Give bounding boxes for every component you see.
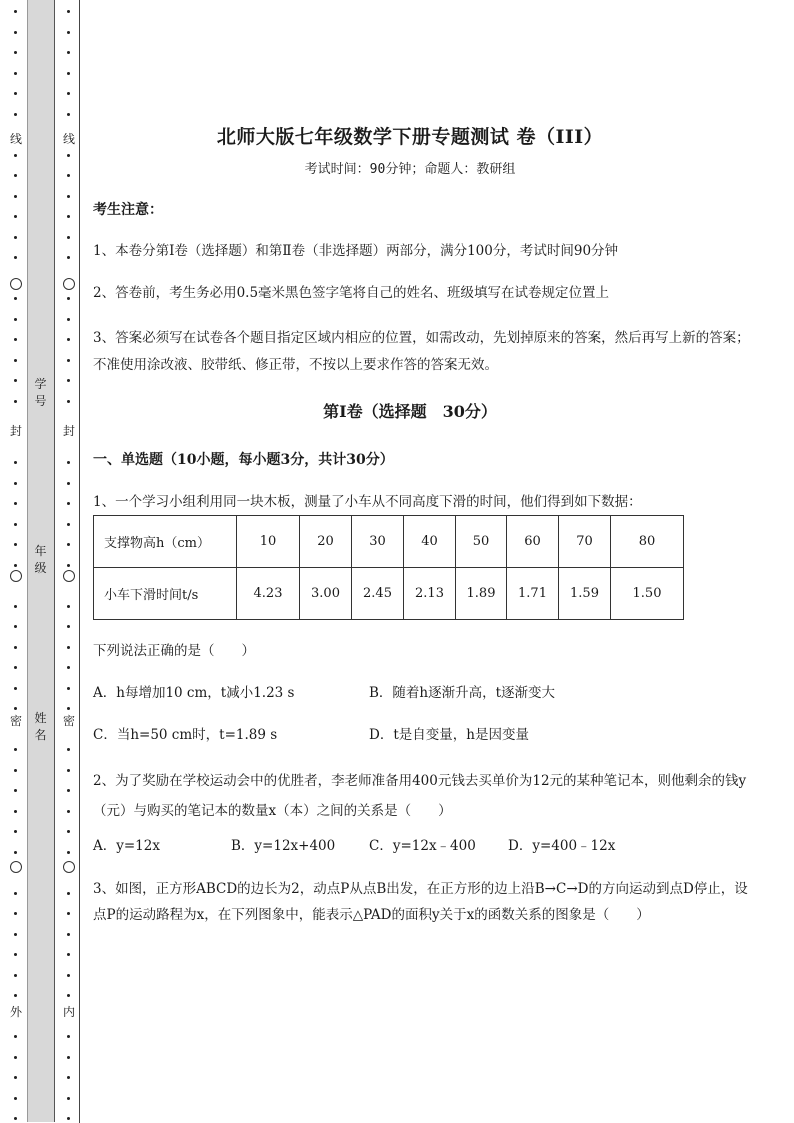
seal-dot: [67, 543, 70, 546]
option-a[interactable]: A．h每增加10 cm，t减小1.23 s: [93, 685, 295, 701]
seal-circle: [10, 861, 22, 873]
option-b[interactable]: B．随着h逐渐升高，t逐渐变大: [369, 685, 556, 701]
notes-heading: 考生注意：: [93, 202, 163, 218]
seal-dot: [67, 51, 70, 54]
seal-circle: [63, 861, 75, 873]
seal-dot: [67, 92, 70, 95]
seal-dot: [67, 666, 70, 669]
seal-dot: [14, 830, 17, 833]
seal-dot: [14, 31, 17, 34]
seal-dot: [14, 810, 17, 813]
seal-dot: [67, 1097, 70, 1100]
seal-dot: [67, 851, 70, 854]
seal-dot: [14, 666, 17, 669]
seal-char-feng-left: 封: [9, 424, 22, 438]
table-cell: 1.59: [559, 568, 611, 620]
question-1-ask: 下列说法正确的是（ ）: [93, 643, 255, 659]
seal-dot: [67, 564, 70, 567]
seal-dot: [14, 953, 17, 956]
seal-dot: [67, 830, 70, 833]
seal-dot: [14, 523, 17, 526]
seal-dot: [67, 769, 70, 772]
seal-dot: [14, 687, 17, 690]
table-cell: 50: [456, 516, 507, 568]
exam-title: 北师大版七年级数学下册专题测试 卷（III）: [216, 126, 604, 148]
binding-margin: [0, 0, 82, 1123]
seal-dot: [14, 1097, 17, 1100]
seal-dot: [14, 51, 17, 54]
seal-dot: [67, 379, 70, 382]
right-dotted-seal-line: [61, 0, 77, 1123]
seal-dot: [67, 625, 70, 628]
seal-dot: [14, 994, 17, 997]
exam-subtitle: 考试时间：90分钟；命题人：教研组: [304, 162, 516, 177]
seal-dot: [14, 113, 17, 116]
note-item: 2、答卷前，考生务必用0.5毫米黑色签字笔将自己的姓名、班级填写在试卷规定位置上: [93, 285, 610, 301]
seal-dot: [14, 10, 17, 13]
seal-circle: [63, 278, 75, 290]
seal-dot: [14, 1035, 17, 1038]
seal-dot: [14, 912, 17, 915]
student-id-label: [28, 376, 53, 410]
seal-dot: [67, 338, 70, 341]
seal-dot: [14, 256, 17, 259]
table-cell: 2.45: [352, 568, 404, 620]
seal-dot: [14, 72, 17, 75]
seal-dot: [14, 92, 17, 95]
seal-dot: [67, 31, 70, 34]
seal-dot: [67, 154, 70, 157]
seal-dot: [14, 543, 17, 546]
note-item: 3、答案必须写在试卷各个题目指定区域内相应的位置，如需改动，先划掉原来的答案，然后再写上新的答案；不准使用涂改液、胶带纸、修正带，不按以上要求作答的答案无效。: [93, 330, 750, 373]
table-cell: 1.89: [456, 568, 507, 620]
table-row: [94, 568, 684, 620]
seal-dot: [67, 297, 70, 300]
seal-dot: [14, 1117, 17, 1120]
seal-dot: [67, 1035, 70, 1038]
seal-dot: [67, 113, 70, 116]
option-c[interactable]: C．y=12x﹣400: [369, 838, 476, 854]
seal-dot: [67, 195, 70, 198]
seal-dot: [67, 748, 70, 751]
seal-dot: [67, 646, 70, 649]
seal-dot: [67, 523, 70, 526]
seal-dot: [14, 359, 17, 362]
seal-dot: [14, 933, 17, 936]
seal-dot: [67, 215, 70, 218]
question-1-stem: 1、一个学习小组利用同一块木板，测量了小车从不同高度下滑的时间，他们得到如下数据：: [93, 494, 642, 510]
question-3-stem: 3、如图，正方形ABCD的边长为2，动点P从点B出发，在正方形的边上沿B→C→D的方向运动到点D停止，设点P的运动路程为x，在下列图象中，能表示△PAD的面积y关于x的函数关系的图象是（ ）: [93, 881, 748, 923]
option-a[interactable]: A．y=12x: [93, 838, 160, 854]
seal-dot: [14, 564, 17, 567]
seal-dot: [67, 789, 70, 792]
seal-dot: [67, 256, 70, 259]
seal-dot: [14, 379, 17, 382]
seal-char-mi-left: 密: [9, 714, 22, 728]
seal-dot: [67, 707, 70, 710]
binding-line: [79, 0, 80, 1123]
seal-dot: [67, 461, 70, 464]
seal-dot: [14, 154, 17, 157]
table-row-header: 小车下滑时间t/s: [94, 568, 237, 620]
student-id-text: 学号: [34, 377, 47, 408]
option-d[interactable]: D．t是自变量，h是因变量: [369, 727, 529, 743]
section-title: 第Ⅰ卷（选择题 30分）: [323, 402, 497, 421]
table-cell: 40: [404, 516, 456, 568]
table-row: [94, 516, 684, 568]
seal-dot: [67, 174, 70, 177]
seal-dot: [14, 748, 17, 751]
seal-dot: [14, 605, 17, 608]
option-c[interactable]: C．当h=50 cm时，t=1.89 s: [93, 727, 278, 743]
name-text: 姓名: [34, 711, 47, 742]
seal-dot: [67, 502, 70, 505]
seal-dot: [67, 953, 70, 956]
table-cell: 1.50: [611, 568, 684, 620]
table-cell: 3.00: [300, 568, 352, 620]
seal-char-xian-left: 线: [9, 132, 22, 146]
table-row-header: 支撑物高h（cm）: [94, 516, 237, 568]
seal-dot: [67, 933, 70, 936]
seal-char-feng-right: 封: [62, 424, 75, 438]
seal-dot: [67, 687, 70, 690]
seal-dot: [67, 892, 70, 895]
seal-dot: [14, 174, 17, 177]
seal-dot: [67, 912, 70, 915]
seal-dot: [67, 72, 70, 75]
seal-dot: [14, 195, 17, 198]
seal-dot: [14, 625, 17, 628]
grade-label: [28, 543, 53, 577]
seal-char-wai: 外: [9, 1005, 22, 1019]
seal-dot: [67, 974, 70, 977]
seal-dot: [14, 1076, 17, 1079]
table-cell: 20: [300, 516, 352, 568]
seal-dot: [67, 1076, 70, 1079]
seal-dot: [67, 359, 70, 362]
data-table: [93, 515, 684, 620]
seal-dot: [14, 400, 17, 403]
option-d[interactable]: D．y=400﹣12x: [508, 838, 616, 854]
seal-dot: [14, 236, 17, 239]
seal-dot: [14, 502, 17, 505]
seal-dot: [67, 318, 70, 321]
seal-dot: [14, 789, 17, 792]
seal-dot: [67, 1117, 70, 1120]
note-item: 1、本卷分第Ⅰ卷（选择题）和第Ⅱ卷（非选择题）两部分，满分100分，考试时间90分钟: [93, 243, 619, 259]
seal-dot: [14, 707, 17, 710]
seal-dot: [67, 236, 70, 239]
seal-dot: [67, 400, 70, 403]
seal-char-nei: 内: [62, 1005, 75, 1019]
seal-dot: [14, 297, 17, 300]
grade-text: 年级: [34, 544, 47, 575]
seal-circle: [63, 570, 75, 582]
seal-dot: [14, 338, 17, 341]
seal-dot: [67, 994, 70, 997]
table-cell: 2.13: [404, 568, 456, 620]
table-cell: 80: [611, 516, 684, 568]
table-cell: 4.23: [237, 568, 300, 620]
seal-dot: [14, 215, 17, 218]
left-dotted-seal-line: [8, 0, 24, 1123]
seal-dot: [14, 318, 17, 321]
seal-dot: [14, 769, 17, 772]
table-cell: 70: [559, 516, 611, 568]
seal-dot: [67, 10, 70, 13]
seal-dot: [67, 482, 70, 485]
seal-dot: [14, 892, 17, 895]
seal-circle: [10, 278, 22, 290]
seal-circle: [10, 570, 22, 582]
seal-dot: [14, 1056, 17, 1059]
seal-dot: [14, 974, 17, 977]
option-b[interactable]: B．y=12x+400: [231, 838, 336, 854]
seal-char-xian-right: 线: [62, 132, 75, 146]
seal-dot: [67, 605, 70, 608]
name-label: [28, 710, 53, 744]
table-cell: 30: [352, 516, 404, 568]
seal-dot: [14, 482, 17, 485]
seal-dot: [14, 851, 17, 854]
seal-dot: [67, 810, 70, 813]
part-title: 一、单选题（10小题，每小题3分，共计30分）: [93, 452, 394, 468]
question-2-stem: 2、为了奖励在学校运动会中的优胜者，李老师准备用400元钱去买单价为12元的某种笔记本，则他剩余的钱y（元）与购买的笔记本的数量x（本）之间的关系是（ ）: [93, 773, 747, 819]
table-cell: 60: [507, 516, 559, 568]
seal-dot: [14, 461, 17, 464]
table-cell: 1.71: [507, 568, 559, 620]
seal-dot: [67, 1056, 70, 1059]
seal-dot: [14, 646, 17, 649]
seal-char-mi-right: 密: [62, 714, 75, 728]
table-cell: 10: [237, 516, 300, 568]
